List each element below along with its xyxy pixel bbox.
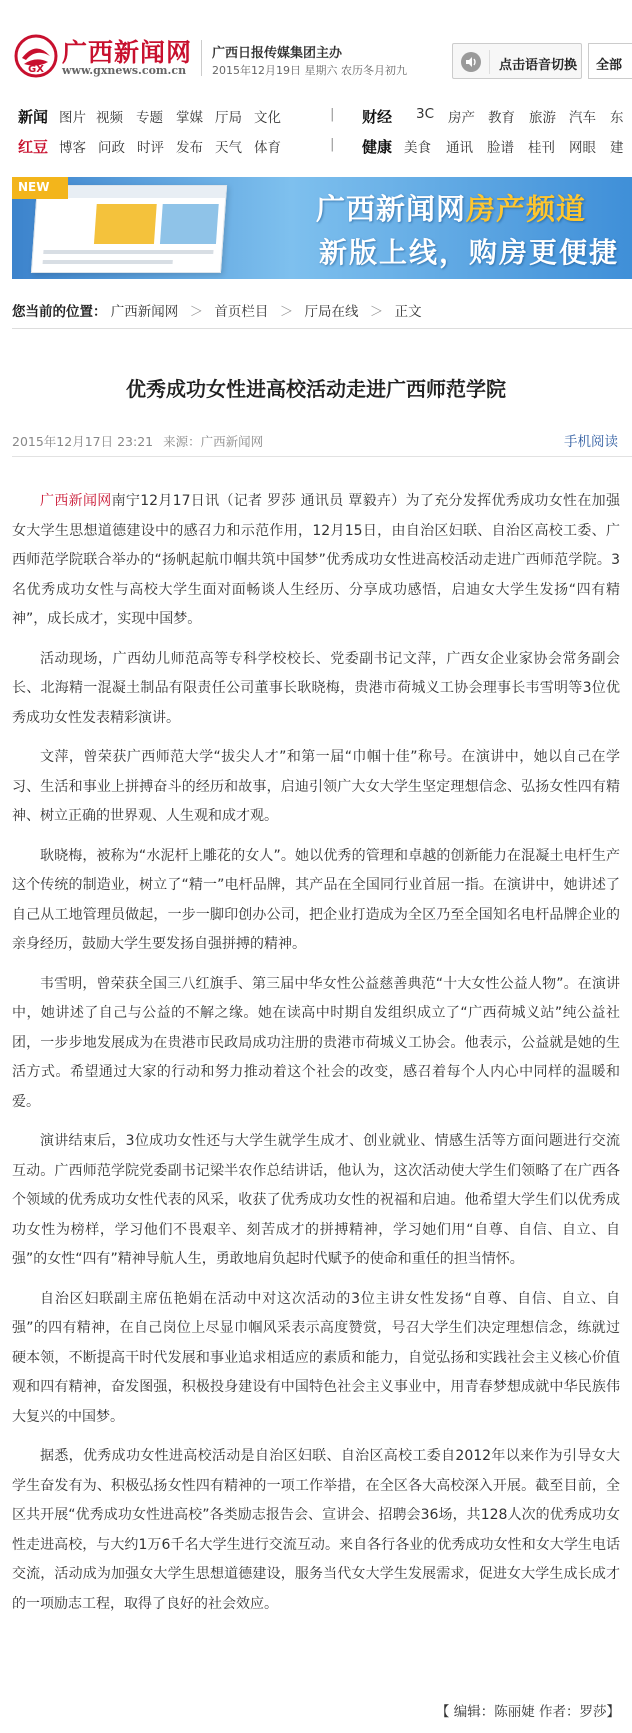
- lead-text: 南宁12月17日讯（记者 罗莎 通讯员 覃毅卉）为了充分发挥优秀成功女性在加强女大学生思想道德建设中的感召力和示范作用，12月15日，由自治区妇联、自治区高校工委、广西师范学院联合举办的“扬帆起航巾帼共筑中国梦”优秀成功女性进高校活动走进广西师范学院。3名优秀成功女性与高校大学生面对面畅谈人生经历、分享成功感悟，启迪女大学生发扬“四有精神”，成长成才，实现中国梦。: [12, 493, 620, 627]
- nav-item-property[interactable]: 房产: [448, 110, 475, 126]
- date-line: 2015年12月19日 星期六 农历冬月初九: [212, 64, 407, 77]
- banner-subtitle: 新版上线，购房更便捷: [319, 236, 620, 269]
- lead-source-link[interactable]: 广西新闻网: [40, 493, 112, 509]
- banner-title-main: 广西新闻网: [316, 192, 467, 226]
- meta-divider: [12, 456, 632, 457]
- article-source: 来源：广西新闻网: [163, 434, 264, 449]
- new-badge: NEW: [12, 177, 68, 199]
- nav-item-auto[interactable]: 汽车: [569, 110, 596, 126]
- mobile-read-link[interactable]: 手机阅读: [564, 434, 618, 450]
- svg-text:GX: GX: [28, 64, 44, 75]
- nav-item-telecom[interactable]: 通讯: [446, 140, 473, 156]
- speaker-icon: [461, 52, 481, 72]
- nav-item-more-1[interactable]: 东: [610, 110, 624, 126]
- voice-switch-label: 点击语音切换: [499, 58, 578, 73]
- voice-switch-button[interactable]: [452, 43, 582, 79]
- article-paragraph: 活动现场，广西幼儿师范高等专科学校校长、党委副书记文萍，广西女企业家协会常务副会长、北海精一混凝土制品有限责任公司董事长耿晓梅，贵港市荷城义工协会理事长韦雪明等3位优秀成功女性发表精彩演讲。: [12, 650, 620, 726]
- article-paragraph: 据悉，优秀成功女性进高校活动是自治区妇联、自治区高校工委自2012年以来作为引导女大学生奋发有为、积极弘扬女性四有精神的一项工作举措，在全区各大高校深入开展。截至目前，全区共开展“优秀成功女性进高校”各类励志报告会、宣讲会、招聘会36场，共128人次的优秀成功女性走进高校，与大约1万6千名大学生进行交流互动。来自各行各业的优秀成功女性和女大学生电话交流，活动成为加强女大学生思想道德建设，服务当代女大学生发展需求，促进女大学生成长成才的一项励志工程，取得了良好的社会效应。: [12, 1448, 620, 1612]
- breadcrumb-separator: ＞: [279, 304, 294, 320]
- property-channel-banner[interactable]: [12, 177, 632, 279]
- nav-item-blog[interactable]: 博客: [59, 140, 86, 156]
- article-paragraph: 耿晓梅，被称为“水泥杆上雕花的女人”。她以优秀的管理和卓越的创新能力在混凝土电杆生产这个传统的制造业，树立了“精一”电杆品牌，其产品在全国同行业首屈一指。在演讲中，她讲述了自己从工地管理员做起，一步一脚印创办公司，把企业打造成为全区乃至全国知名电杆品牌企业的亲身经历，鼓励大学生要发扬自强拼搏的精神。: [12, 847, 620, 952]
- logo-emblem-icon: [14, 34, 58, 78]
- main-nav: [0, 100, 632, 160]
- article-paragraph: 韦雪明，曾荣获全国三八红旗手、第三届中华女性公益慈善典范“十大女性公益人物”。在演讲中，她讲述了自己与公益的不解之缘。她在读高中时期自发组织成立了“广西荷城义站”纯公益社团，一步步地发展成为在贵港市民政局成功注册的贵港市荷城义工协会。他表示，公益就是她的生活方式。希望通过大家的行动和努力推动着这个社会的改变，感召着每个人内心中同样的温暖和爱。: [12, 975, 620, 1110]
- site-logo[interactable]: [14, 34, 194, 80]
- nav-item-health[interactable]: 健康: [362, 138, 393, 156]
- breadcrumb-item[interactable]: 厅局在线: [304, 304, 359, 320]
- nav-item-video[interactable]: 视频: [96, 110, 123, 126]
- breadcrumb-item[interactable]: 广西新闻网: [110, 304, 179, 320]
- nav-item-inquiry[interactable]: 问政: [98, 140, 125, 156]
- article-title: 优秀成功女性进高校活动走进广西师范学院: [126, 377, 506, 401]
- nav-item-finance[interactable]: 财经: [362, 108, 393, 126]
- header-divider: [201, 40, 202, 76]
- article-paragraph: 自治区妇联副主席伍艳娟在活动中对这次活动的3位主讲女性发扬“自尊、自信、自立、自强”的四有精神，在自己岗位上尽显巾帼风采表示高度赞赏，号召大学生们决定理想信念，练就过硬本领，不断提高干时代发展和事业追求相适应的素质和能力，自觉弘扬和实践社会主义核心价值观和四有精神，奋发图强，积极投身建设有中国特色社会主义事业中，用青春梦想成就中华民族伟大复兴的中国梦。: [12, 1290, 620, 1425]
- nav-item-bureaus[interactable]: 厅局: [215, 110, 242, 126]
- nav-item-hongdou[interactable]: 红豆: [18, 138, 49, 156]
- nav-item-food[interactable]: 美食: [404, 140, 431, 156]
- nav-item-release[interactable]: 发布: [176, 140, 203, 156]
- nav-item-wangyan[interactable]: 网眼: [569, 140, 596, 156]
- nav-item-sports[interactable]: 体育: [254, 140, 281, 156]
- nav-separator: |: [330, 136, 335, 152]
- breadcrumb-item[interactable]: 首页栏目: [214, 304, 269, 320]
- article-datetime: 2015年12月17日 23:21: [12, 434, 154, 449]
- nav-item-topics[interactable]: 专题: [136, 110, 163, 126]
- article-paragraph: [12, 487, 620, 635]
- breadcrumb-current: 正文: [394, 304, 422, 320]
- search-scope-value: 全部: [596, 58, 623, 73]
- nav-item-faces[interactable]: 脸谱: [487, 140, 514, 156]
- banner-title: [316, 187, 586, 228]
- org-name: 广西日报传媒集团主办: [212, 46, 343, 61]
- nav-item-culture[interactable]: 文化: [254, 110, 281, 126]
- nav-item-commentary[interactable]: 时评: [137, 140, 164, 156]
- breadcrumb-label: 您当前的位置：: [12, 304, 107, 320]
- nav-item-travel[interactable]: 旅游: [529, 110, 556, 126]
- voice-divider: [489, 50, 490, 74]
- article-paragraph: 演讲结束后，3位成功女性还与大学生就学生成才、创业就业、情感生活等方面问题进行交流互动。广西师范学院党委副书记梁半农作总结讲话，他认为，这次活动使大学生们领略了在广西各个领域的优秀成功女性代表的风采，收获了优秀成功女性的祝福和启迪。他希望大学生们以优秀成功女性为榜样，学习他们不畏艰辛、刻苦成才的拼搏精神，学习她们用“自尊、自信、自立、自强”的女性“四有”精神导航人生，勇敢地肩负起时代赋予的使命和重任的担当情怀。: [12, 1133, 620, 1267]
- article-signature: 【 编辑：陈丽婕 作者：罗莎】: [435, 1704, 620, 1720]
- article-paragraph: 文萍，曾荣获广西师范大学“拔尖人才”和第一届“巾帼十佳”称号。在演讲中，她以自己在学习、生活和事业上拼搏奋斗的经历和故事，启迪引领广大女大学生坚定理想信念、弘扬女性四有精神、树立正确的世界观、人生观和成才观。: [12, 749, 620, 824]
- logo-title: 广西新闻网: [62, 38, 193, 67]
- logo-domain: www.gxnews.com.cn: [62, 64, 187, 77]
- nav-separator: |: [330, 106, 335, 122]
- nav-item-weather[interactable]: 天气: [215, 140, 242, 156]
- nav-item-news[interactable]: 新闻: [18, 108, 49, 126]
- nav-item-more-2[interactable]: 建: [610, 140, 624, 156]
- banner-title-highlight: 房产频道: [466, 192, 587, 226]
- nav-item-3c[interactable]: 3C: [416, 106, 435, 122]
- breadcrumb-divider: [12, 328, 632, 329]
- breadcrumb: [12, 300, 422, 320]
- search-scope-select[interactable]: [588, 43, 632, 79]
- nav-item-guikan[interactable]: 桂刊: [528, 140, 555, 156]
- site-header: [0, 0, 632, 82]
- nav-item-education[interactable]: 教育: [488, 110, 515, 126]
- breadcrumb-separator: ＞: [189, 304, 204, 320]
- breadcrumb-separator: ＞: [369, 304, 384, 320]
- nav-item-photos[interactable]: 图片: [59, 110, 86, 126]
- article-body: [12, 487, 620, 1629]
- article-meta: [12, 432, 263, 450]
- nav-item-mobile-media[interactable]: 掌媒: [176, 110, 203, 126]
